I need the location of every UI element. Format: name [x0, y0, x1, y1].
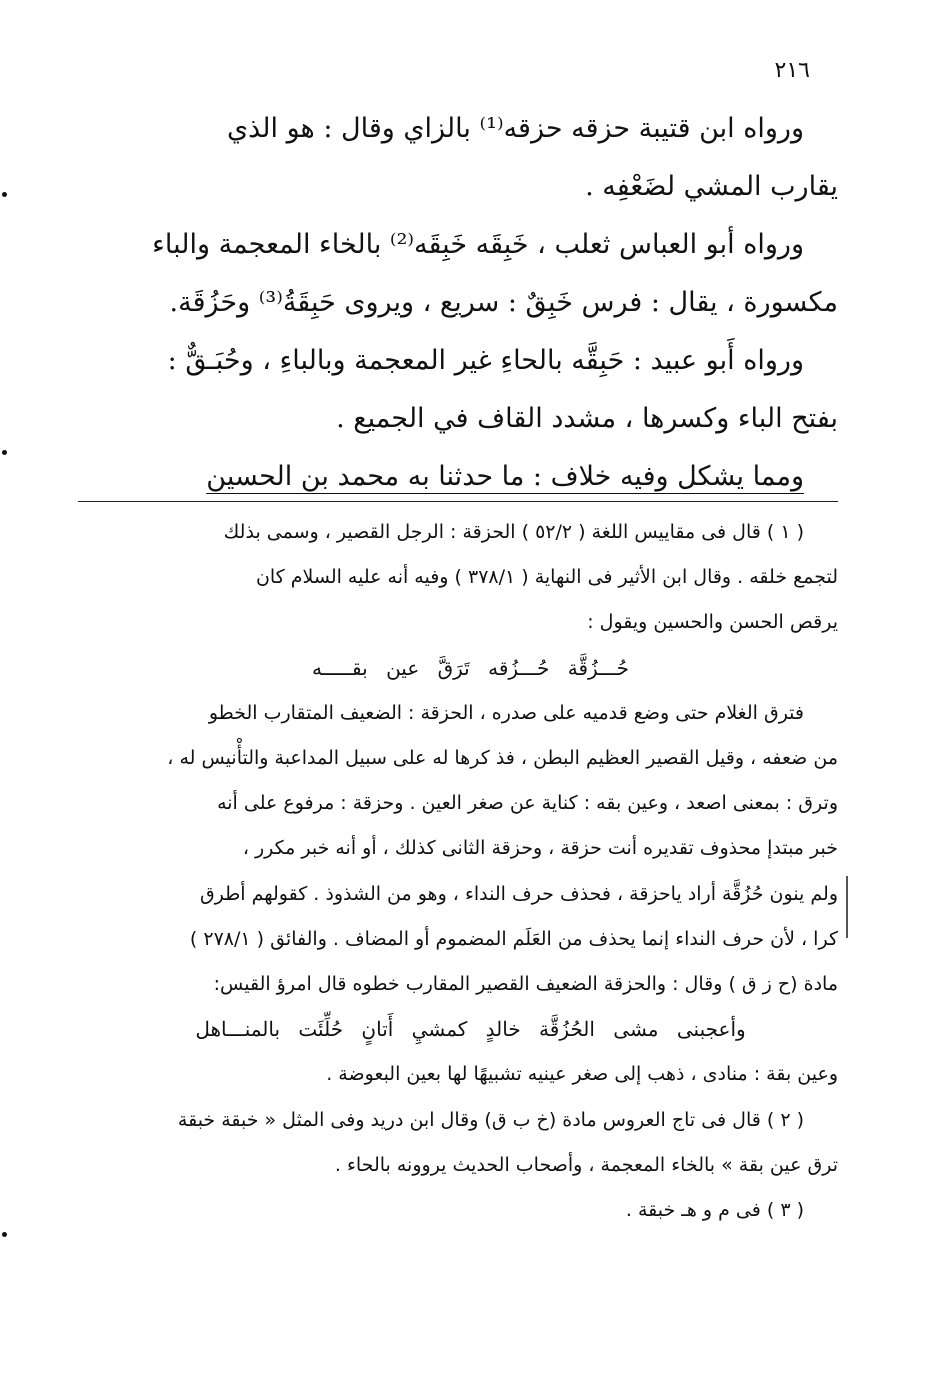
- main-text-line: ورواه أَبو عبيد : حَبِقَّه بالحاءِ غير المعجمة وبالباءِ ، وحُبَـقٌّ :: [167, 345, 804, 376]
- main-text-line: يقارب المشي لضَعْفِه .: [585, 171, 838, 202]
- footnote-verse: حُـــزُقَّة حُـــزُقه تَرَقَّ عين بقـــــه: [312, 655, 629, 680]
- main-text-line: ورواه أبو العباس ثعلب ، خَبِقَه خَبِقَه⁽²⁾ بالخاء المعجمة والباء: [152, 229, 804, 260]
- footnote-line: يرقص الحسن والحسين ويقول :: [587, 611, 838, 634]
- main-text-line: بفتح الباء وكسرها ، مشدد القاف في الجميع .: [336, 403, 838, 434]
- footnote-line: مادة (ح ز ق ) وقال : والحزقة الضعيف القصير المقارب خطوه قال امرؤ القيس:: [213, 973, 838, 996]
- main-text-line: مكسورة ، يقال : فرس خَبِقٌ : سريع ، ويروى حَبِقَةُ⁽³⁾ وحَزُقَة.: [169, 287, 838, 318]
- margin-dot: [2, 192, 7, 197]
- footnote-line: وترق : بمعنى اصعد ، وعين بقه : كناية عن صغر العين . وحزقة : مرفوع على أنه: [217, 792, 838, 815]
- footnote-line: من ضعفه ، وقيل القصير العظيم البطن ، فذ كرها له على سبيل المداعبة والتأْنيس له ،: [167, 747, 838, 770]
- footnote-line: فترق الغلام حتى وضع قدميه على صدره ، الحزقة : الضعيف المتقارب الخطو: [208, 701, 804, 724]
- footnote-line: خبر مبتدإ محذوف تقديره أنت حزقة ، وحزقة الثانى كذلك ، أو أنه خبر مكرر ،: [242, 837, 838, 860]
- footnote-line: ( ١ ) قال فى مقاييس اللغة ( ٥٢/٢ ) الحزقة : الرجل القصير ، وسمى بذلك: [223, 521, 804, 543]
- footnote-verse: وأعجبنى مشى الحُزُقَّة خالدٍ كمشيِ أَتانٍ حُلِّئَت بالمنـــاهل: [195, 1017, 746, 1042]
- main-text-block: [103, 100, 838, 506]
- footnote-line: كرا ، لأن حرف النداء إنما يحذف من العَلَم المضموم أو المضاف . والفائق ( ٢٧٨/١ ): [189, 927, 838, 950]
- footnote-line: وعين بقة : منادى ، ذهب إلى صغر عينيه تشبيهًا لها بعين البعوضة .: [326, 1063, 838, 1086]
- margin-bar: [846, 876, 848, 938]
- main-text-line: ورواه ابن قتيبة حزقه حزقه⁽¹⁾ بالزاي وقال : هو الذي: [226, 113, 804, 144]
- footnote-line: ترق عين بقة » بالخاء المعجمة ، وأصحاب الحديث يروونه بالحاء .: [334, 1153, 838, 1176]
- margin-dot: [2, 1232, 7, 1237]
- footnote-line: ( ٣ ) فى م و هـ خبقة .: [625, 1199, 804, 1222]
- margin-dot: [2, 450, 7, 455]
- footnote-separator: [78, 501, 838, 502]
- footnotes-block: [103, 510, 838, 1233]
- main-text-line-last: [103, 448, 838, 506]
- footnote-line: ولم ينون حُزُقَّة أراد ياحزقة ، فحذف حرف النداء ، وهو من الشذوذ . كقولهم أطرق: [199, 882, 838, 905]
- page-number: ٢١٦: [774, 58, 810, 83]
- footnote-line: لتجمع خلقه . وقال ابن الأثير فى النهاية ( ٣٧٨/١ ) وفيه أنه عليه السلام كان: [255, 566, 838, 589]
- underlined-text: ومما يشكل وفيه خلاف : ما حدثنا به محمد بن الحسين: [206, 461, 804, 492]
- footnote-line: ( ٢ ) قال فى تاج العروس مادة (خ ب ق) وقال ابن دريد وفى المثل « خبقة خبقة: [177, 1108, 804, 1131]
